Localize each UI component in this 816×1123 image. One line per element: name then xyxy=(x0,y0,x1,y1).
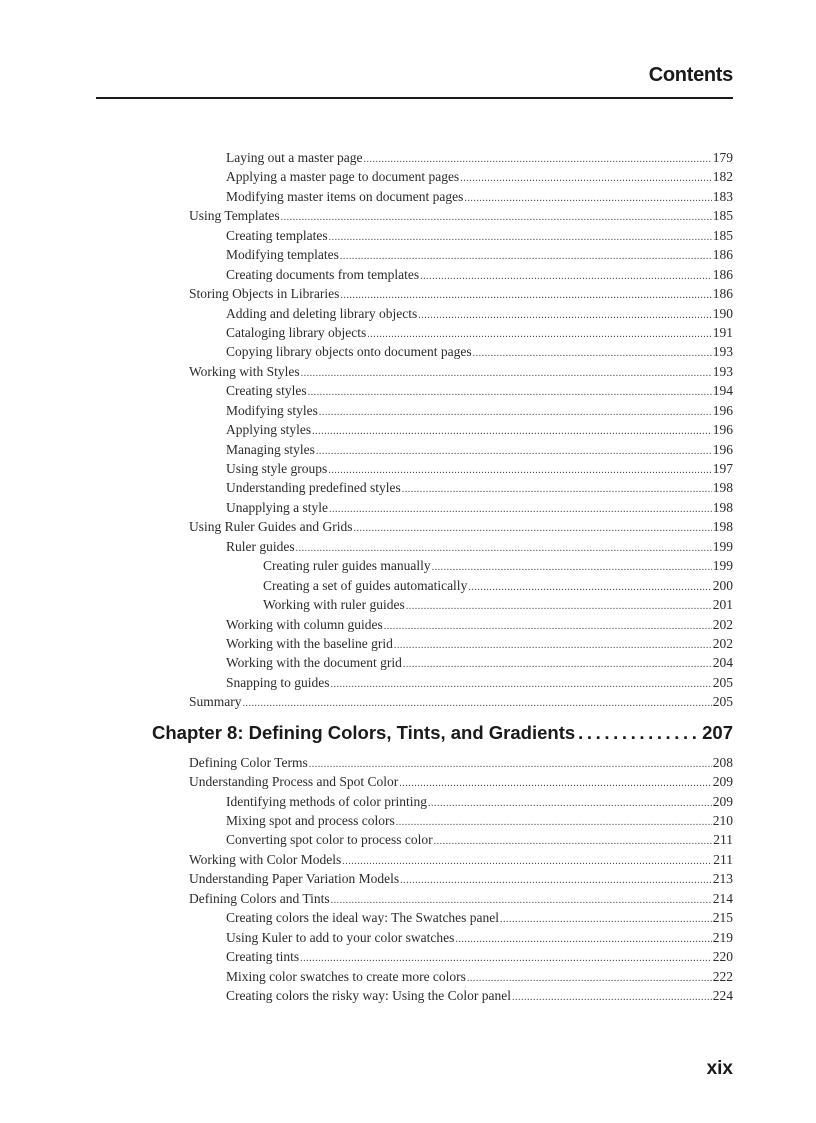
toc-entry-page: 193 xyxy=(712,363,733,379)
toc-entry-title: Creating colors the ideal way: The Swatches panel xyxy=(226,910,500,926)
toc-entry-title: Applying styles xyxy=(226,422,312,438)
toc-entry-title: Working with Color Models xyxy=(189,851,342,867)
toc-entry-title: Creating ruler guides manually xyxy=(263,558,431,574)
toc-entry-title: Copying library objects onto document pages xyxy=(226,344,472,360)
toc-entry-page: 182 xyxy=(712,169,733,185)
toc-leader-dots xyxy=(384,617,712,634)
toc-leader-dots xyxy=(328,461,712,478)
toc-entry-title: Laying out a master page xyxy=(226,150,363,165)
toc-entry-page: 186 xyxy=(712,266,733,282)
toc-entry-page: 185 xyxy=(712,208,733,224)
toc-entry-page: 210 xyxy=(712,813,733,828)
toc-leader-dots xyxy=(319,403,712,420)
toc-entry[interactable] xyxy=(263,576,733,595)
toc-leader-dots xyxy=(403,655,712,672)
toc-entry[interactable] xyxy=(226,420,733,439)
toc-leader-dots xyxy=(500,910,712,927)
toc-entry[interactable] xyxy=(226,967,733,986)
toc-entry-title: Working with Styles xyxy=(189,363,300,379)
toc-entry[interactable] xyxy=(226,811,733,830)
toc-leader-dots xyxy=(329,228,712,245)
toc-leader-dots xyxy=(464,189,711,206)
toc-entry-title: Creating a set of guides automatically xyxy=(263,577,468,593)
toc-entry-page: 197 xyxy=(712,461,733,476)
toc-leader-dots xyxy=(301,364,712,381)
toc-entry-page: 193 xyxy=(712,344,733,360)
toc-entry-page: 204 xyxy=(712,655,733,671)
toc-leader-dots xyxy=(428,794,712,811)
toc-leader-dots xyxy=(402,480,712,497)
toc-leader-dots xyxy=(406,597,712,614)
toc-entry-page: 200 xyxy=(712,577,733,593)
chapter-leader-dots xyxy=(578,719,699,747)
toc-entry-page: 194 xyxy=(712,383,733,399)
toc-entry-page: 209 xyxy=(712,793,733,809)
toc-entry-page: 209 xyxy=(712,774,733,790)
toc-entry-title: Modifying templates xyxy=(226,247,339,263)
toc-entry-title: Creating tints xyxy=(226,949,300,965)
toc-leader-dots xyxy=(308,383,712,400)
toc-entry-title: Creating styles xyxy=(226,383,307,399)
toc-entry-title: Understanding Paper Variation Models xyxy=(189,871,400,887)
toc-leader-dots xyxy=(329,500,712,517)
toc-entry-page: 196 xyxy=(712,441,733,457)
toc-entry-title: Mixing color swatches to create more colors xyxy=(226,968,466,984)
toc-leader-dots xyxy=(467,969,712,986)
toc-entry-title: Managing styles xyxy=(226,441,315,457)
toc-entry[interactable] xyxy=(226,167,733,186)
toc-entry[interactable] xyxy=(226,226,733,245)
toc-entry[interactable] xyxy=(226,245,733,264)
toc-entry-title: Working with column guides xyxy=(226,616,383,632)
toc-entry-title: Defining Colors and Tints xyxy=(189,890,330,906)
toc-entry-title: Creating templates xyxy=(226,227,328,243)
toc-leader-dots xyxy=(455,930,711,947)
toc-leader-dots xyxy=(460,169,712,186)
toc-entry-page: 213 xyxy=(712,871,733,887)
toc-entry[interactable] xyxy=(226,928,733,947)
toc-entry-page: 199 xyxy=(712,538,733,554)
toc-entry[interactable] xyxy=(263,556,733,575)
toc-entry-page: 190 xyxy=(712,305,733,321)
toc-entry-page: 186 xyxy=(712,247,733,263)
toc-entry-page: 183 xyxy=(712,188,733,204)
toc-entry-page: 196 xyxy=(712,402,733,418)
toc-leader-dots xyxy=(342,852,712,869)
toc-entry-title: Using Kuler to add to your color swatches xyxy=(226,929,455,945)
toc-entry-page: 191 xyxy=(712,324,733,340)
toc-entry-page: 214 xyxy=(712,890,733,906)
toc-entry-page: 199 xyxy=(712,558,733,574)
chapter-title: Chapter 8: Defining Colors, Tints, and Gradients xyxy=(152,721,576,743)
toc-entry-page: 196 xyxy=(712,422,733,438)
toc-entry-title: Understanding predefined styles xyxy=(226,480,401,496)
running-head-title: Contents xyxy=(648,64,733,86)
toc-leader-dots xyxy=(418,306,712,323)
toc-entry[interactable] xyxy=(189,517,733,536)
toc-entry-title: Snapping to guides xyxy=(226,674,330,690)
toc-entry-page: 198 xyxy=(712,480,733,496)
toc-leader-dots xyxy=(316,442,712,459)
toc-entry[interactable] xyxy=(226,615,733,634)
toc-leader-dots xyxy=(340,286,711,303)
toc-entry-page: 224 xyxy=(712,987,733,1003)
toc-entry-title: Identifying methods of color printing xyxy=(226,793,427,809)
toc-entry[interactable] xyxy=(226,634,733,653)
chapter-page-number: 207 xyxy=(702,721,733,743)
toc-leader-dots xyxy=(394,636,712,653)
toc-entry-page: 211 xyxy=(713,832,733,848)
toc-entry-title: Creating documents from templates xyxy=(226,266,420,282)
toc-entry-title: Applying a master page to document pages xyxy=(226,169,460,185)
toc-entry[interactable] xyxy=(226,947,733,966)
toc-entry[interactable] xyxy=(226,459,733,478)
toc-entry[interactable] xyxy=(226,537,733,556)
toc-entry[interactable] xyxy=(226,381,733,400)
toc-leader-dots xyxy=(300,949,712,966)
toc-entry[interactable] xyxy=(226,478,733,497)
toc-leader-dots xyxy=(353,519,711,536)
toc-entry-page: 215 xyxy=(712,910,733,926)
toc-entry-title: Creating colors the risky way: Using the Color panel xyxy=(226,987,511,1003)
toc-entry[interactable] xyxy=(226,148,733,167)
toc-entry-title: Ruler guides xyxy=(226,538,295,554)
toc-entry-page: 185 xyxy=(712,227,733,243)
toc-entry-title: Defining Color Terms xyxy=(189,754,308,770)
toc-entry-page: 220 xyxy=(712,949,733,965)
toc-entry-page: 198 xyxy=(712,519,733,535)
toc-entry[interactable] xyxy=(189,889,733,908)
toc-leader-dots xyxy=(420,267,712,284)
table-of-contents xyxy=(0,148,816,1005)
toc-entry[interactable] xyxy=(189,284,733,303)
toc-leader-dots xyxy=(396,813,712,830)
toc-leader-dots xyxy=(243,694,712,711)
toc-entry-title: Using Templates xyxy=(189,208,280,224)
toc-leader-dots xyxy=(434,832,713,849)
toc-entry[interactable] xyxy=(226,401,733,420)
toc-entry-title: Adding and deleting library objects xyxy=(226,305,418,321)
toc-entry[interactable] xyxy=(226,653,733,672)
header-rule xyxy=(96,97,733,99)
toc-entry-page: 202 xyxy=(712,635,733,651)
toc-entry-page: 186 xyxy=(712,286,733,302)
toc-entry[interactable] xyxy=(189,206,733,225)
toc-leader-dots xyxy=(473,344,712,361)
chapter-heading[interactable] xyxy=(152,719,733,747)
toc-entry[interactable] xyxy=(226,830,733,849)
toc-entry[interactable] xyxy=(226,323,733,342)
toc-entry-page: 202 xyxy=(712,616,733,632)
toc-entry[interactable] xyxy=(189,753,733,772)
toc-entry[interactable] xyxy=(189,869,733,888)
toc-entry-title: Summary xyxy=(189,694,242,710)
toc-entry-page: 219 xyxy=(712,929,733,945)
toc-entry-title: Cataloging library objects xyxy=(226,324,367,340)
toc-leader-dots xyxy=(400,871,712,888)
toc-leader-dots xyxy=(296,539,712,556)
toc-section-before xyxy=(0,148,816,712)
toc-entry-title: Using style groups xyxy=(226,461,328,476)
toc-entry-title: Unapplying a style xyxy=(226,499,328,515)
toc-leader-dots xyxy=(309,755,712,772)
toc-entry-page: 201 xyxy=(712,597,733,613)
toc-entry-title: Working with the baseline grid xyxy=(226,635,393,651)
toc-leader-dots xyxy=(512,988,712,1005)
toc-entry[interactable] xyxy=(226,498,733,517)
toc-entry[interactable] xyxy=(226,673,733,692)
toc-entry-title: Mixing spot and process colors xyxy=(226,813,395,828)
toc-entry-title: Working with the document grid xyxy=(226,655,402,671)
toc-entry[interactable] xyxy=(226,342,733,361)
toc-entry[interactable] xyxy=(226,908,733,927)
toc-leader-dots xyxy=(331,891,712,908)
toc-entry[interactable] xyxy=(226,986,733,1005)
toc-section-after xyxy=(0,753,816,1006)
toc-leader-dots xyxy=(312,422,712,439)
toc-leader-dots xyxy=(367,325,712,342)
toc-entry[interactable] xyxy=(226,440,733,459)
toc-entry-title: Working with ruler guides xyxy=(263,597,405,613)
toc-entry-title: Understanding Process and Spot Color xyxy=(189,774,399,790)
toc-entry-title: Storing Objects in Libraries xyxy=(189,286,340,302)
toc-entry-page: 205 xyxy=(712,674,733,690)
toc-entry-page: 198 xyxy=(712,499,733,515)
toc-entry[interactable] xyxy=(226,304,733,323)
page-folio: xix xyxy=(706,1058,733,1079)
toc-entry-page: 205 xyxy=(712,694,733,710)
toc-entry-title: Modifying styles xyxy=(226,402,318,418)
toc-leader-dots xyxy=(468,578,711,595)
toc-entry[interactable] xyxy=(189,850,733,869)
toc-entry-title: Using Ruler Guides and Grids xyxy=(189,519,353,535)
toc-leader-dots xyxy=(363,150,711,167)
toc-leader-dots xyxy=(399,774,712,791)
toc-entry[interactable] xyxy=(189,772,733,791)
toc-leader-dots xyxy=(432,558,712,575)
toc-entry[interactable] xyxy=(189,362,733,381)
toc-entry[interactable] xyxy=(226,265,733,284)
toc-entry[interactable] xyxy=(226,792,733,811)
toc-entry-page: 179 xyxy=(712,150,733,165)
toc-entry[interactable] xyxy=(189,692,733,711)
toc-leader-dots xyxy=(331,675,712,692)
toc-leader-dots xyxy=(340,247,712,264)
toc-entry-page: 222 xyxy=(712,968,733,984)
toc-entry-page: 211 xyxy=(713,851,733,867)
toc-entry[interactable] xyxy=(263,595,733,614)
toc-entry[interactable] xyxy=(226,187,733,206)
toc-entry-title: Modifying master items on document pages xyxy=(226,188,464,204)
toc-entry-title: Converting spot color to process color xyxy=(226,832,433,848)
toc-leader-dots xyxy=(281,208,712,225)
toc-entry-page: 208 xyxy=(712,754,733,770)
